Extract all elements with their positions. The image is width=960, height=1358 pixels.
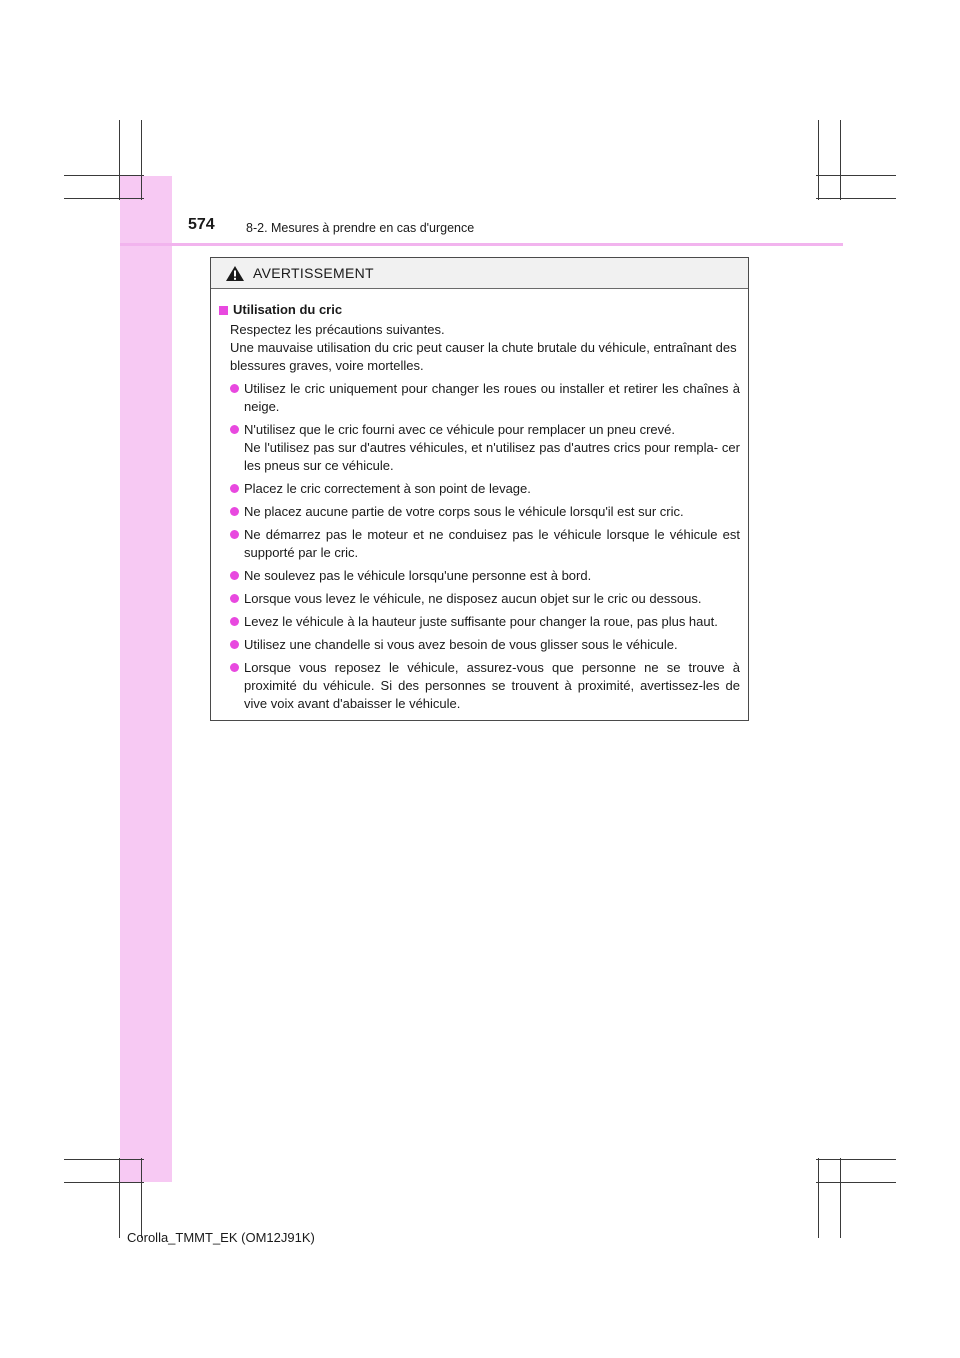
list-item [219,613,740,631]
warning-header [211,258,748,289]
round-bullet-icon [230,617,239,626]
list-item-text: Utilisez le cric uniquement pour changer les roues ou installer et retirer les chaînes à neige. [244,381,740,414]
crop-mark [818,1158,819,1238]
section-title: 8-2. Mesures à prendre en cas d'urgence [246,221,475,235]
crop-mark [119,1158,120,1238]
margin-strip [120,176,172,1182]
warning-triangle-icon [225,265,245,282]
list-item [219,421,740,475]
list-item-text: Lorsque vous reposez le véhicule, assurez-vous que personne ne se trouve à proximité du véhicule. Si des personnes se trouvent à proximité, avertissez-les de vive voix avant d'abaisser le véhicule. [244,660,740,711]
square-bullet-icon [219,306,228,315]
list-item [219,503,740,521]
intro-line: Une mauvaise utilisation du cric peut causer la chute brutale du véhicule, entraînant des blessures graves, voire mortelles. [230,340,737,373]
list-item [219,526,740,562]
crop-mark [141,120,142,200]
precautions-list [219,380,740,713]
crop-mark [119,120,120,200]
crop-mark [816,198,896,199]
list-item-text: Ne démarrez pas le moteur et ne conduisez pas le véhicule lorsque le véhicule est supporté par le cric. [244,527,740,560]
header-rule [120,243,843,246]
intro [219,321,740,375]
crop-mark [818,120,819,200]
list-item [219,380,740,416]
list-item-text: Ne l'utilisez pas sur d'autres véhicules, et n'utilisez pas d'autres crics pour rempla- cer les pneus sur ce véhicule. [244,440,740,473]
list-item-text: Utilisez une chandelle si vous avez besoin de vous glisser sous le véhicule. [244,637,678,652]
page-number: 574 [188,216,215,233]
subheading-text: Utilisation du cric [233,302,343,317]
round-bullet-icon [230,425,239,434]
round-bullet-icon [230,640,239,649]
round-bullet-icon [230,663,239,672]
round-bullet-icon [230,530,239,539]
crop-mark [64,1159,144,1160]
footer-model-code: Corolla_TMMT_EK (OM12J91K) [127,1230,315,1245]
list-item [219,636,740,654]
crop-mark [840,1158,841,1238]
crop-mark [816,175,896,176]
list-item-text: Ne soulevez pas le véhicule lorsqu'une personne est à bord. [244,568,592,583]
round-bullet-icon [230,484,239,493]
crop-mark [816,1182,896,1183]
crop-mark [141,1158,142,1238]
crop-mark [816,1159,896,1160]
list-item [219,590,740,608]
list-item [219,567,740,585]
intro-line: Respectez les précautions suivantes. [230,322,445,337]
crop-mark [64,198,144,199]
warning-box [210,257,749,721]
list-item-text: Levez le véhicule à la hauteur juste suffisante pour changer la roue, pas plus haut. [244,614,718,629]
crop-mark [64,175,144,176]
list-item-text: N'utilisez que le cric fourni avec ce véhicule pour remplacer un pneu crevé. [244,422,675,437]
list-item-text: Ne placez aucune partie de votre corps sous le véhicule lorsqu'il est sur cric. [244,504,684,519]
warning-title: AVERTISSEMENT [253,265,374,281]
list-item-text: Lorsque vous levez le véhicule, ne disposez aucun objet sur le cric ou dessous. [244,591,702,606]
list-item-text: Placez le cric correctement à son point de levage. [244,481,531,496]
crop-mark [64,1182,144,1183]
round-bullet-icon [230,594,239,603]
list-item [219,659,740,713]
subheading [219,301,740,319]
crop-mark [840,120,841,200]
round-bullet-icon [230,571,239,580]
list-item [219,480,740,498]
warning-body [211,289,748,713]
round-bullet-icon [230,384,239,393]
round-bullet-icon [230,507,239,516]
